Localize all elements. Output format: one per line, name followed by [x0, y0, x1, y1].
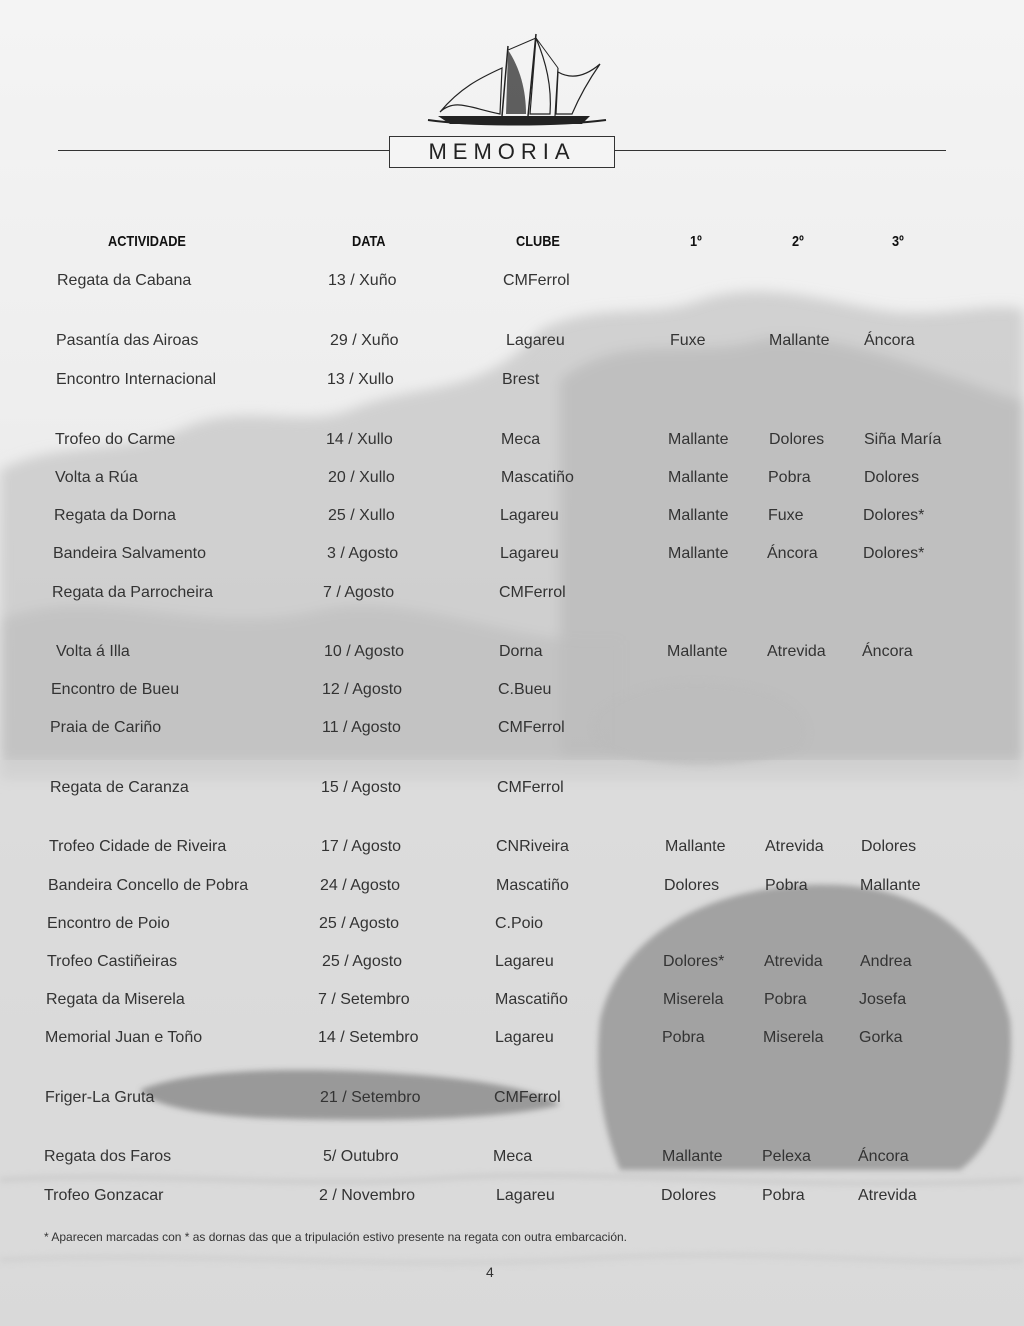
- cell-clube: Lagareu: [500, 545, 559, 562]
- cell-second-place: Miserela: [763, 1029, 824, 1046]
- cell-clube: Lagareu: [495, 1029, 554, 1046]
- column-header-second: 2º: [792, 233, 804, 250]
- cell-clube: Meca: [501, 431, 541, 448]
- cell-first-place: Mallante: [668, 469, 729, 486]
- title-rule-left: [58, 150, 390, 151]
- cell-actividade: Trofeo Castiñeiras: [47, 953, 178, 970]
- sailboat-logo: [410, 28, 610, 132]
- cell-third-place: Atrevida: [858, 1187, 917, 1204]
- cell-second-place: Pobra: [768, 469, 811, 486]
- cell-clube: CMFerrol: [497, 779, 564, 796]
- cell-data: 25 / Agosto: [319, 915, 400, 932]
- column-header-data: DATA: [352, 233, 386, 250]
- cell-actividade: Encontro de Bueu: [51, 681, 180, 698]
- cell-actividade: Encontro de Poio: [47, 915, 170, 932]
- cell-second-place: Pobra: [762, 1187, 805, 1204]
- cell-actividade: Trofeo Gonzacar: [44, 1187, 164, 1204]
- cell-third-place: Gorka: [859, 1029, 903, 1046]
- cell-first-place: Dolores*: [663, 953, 725, 970]
- footnote: * Aparecen marcadas con * as dornas das que a tripulación estivo presente na regata con outra embarcación.: [44, 1230, 628, 1244]
- cell-data: 25 / Xullo: [328, 507, 395, 524]
- cell-data: 7 / Setembro: [318, 991, 410, 1008]
- cell-first-place: Dolores: [661, 1187, 717, 1204]
- cell-clube: Mascatiño: [501, 469, 574, 486]
- cell-clube: Brest: [502, 371, 540, 388]
- cell-actividade: Friger-La Gruta: [45, 1089, 155, 1106]
- cell-first-place: Mallante: [667, 643, 728, 660]
- cell-data: 13 / Xullo: [327, 371, 394, 388]
- column-header-actividade: ACTIVIDADE: [108, 233, 186, 250]
- cell-third-place: Dolores: [864, 469, 920, 486]
- cell-actividade: Bandeira Salvamento: [53, 545, 206, 562]
- cell-clube: Lagareu: [495, 953, 554, 970]
- cell-clube: CMFerrol: [499, 584, 566, 601]
- cell-data: 5/ Outubro: [323, 1148, 399, 1165]
- cell-third-place: Áncora: [862, 643, 913, 660]
- cell-data: 13 / Xuño: [328, 272, 397, 289]
- cell-third-place: Dolores*: [863, 545, 925, 562]
- cell-actividade: Pasantía das Airoas: [56, 332, 199, 349]
- cell-clube: C.Poio: [495, 915, 544, 932]
- cell-clube: C.Bueu: [498, 681, 552, 698]
- cell-third-place: Áncora: [864, 332, 915, 349]
- cell-actividade: Volta a Rúa: [55, 469, 138, 486]
- cell-actividade: Volta á Illa: [56, 643, 130, 660]
- cell-second-place: Pelexa: [762, 1148, 811, 1165]
- cell-data: 7 / Agosto: [323, 584, 395, 601]
- page-title: MEMORIA: [389, 136, 615, 168]
- cell-data: 14 / Xullo: [326, 431, 393, 448]
- cell-actividade: Regata da Miserela: [46, 991, 185, 1008]
- cell-data: 11 / Agosto: [322, 719, 401, 736]
- cell-first-place: Miserela: [663, 991, 724, 1008]
- cell-third-place: Áncora: [858, 1148, 909, 1165]
- title-rule-right: [612, 150, 946, 151]
- cell-actividade: Regata da Parrocheira: [52, 584, 213, 601]
- cell-first-place: Mallante: [668, 431, 729, 448]
- cell-second-place: Pobra: [765, 877, 808, 894]
- cell-second-place: Pobra: [764, 991, 807, 1008]
- cell-third-place: Dolores: [861, 838, 917, 855]
- cell-second-place: Atrevida: [767, 643, 826, 660]
- page-number: 4: [486, 1264, 494, 1280]
- cell-data: 3 / Agosto: [327, 545, 399, 562]
- cell-first-place: Mallante: [668, 507, 729, 524]
- cell-data: 29 / Xuño: [330, 332, 399, 349]
- cell-data: 25 / Agosto: [322, 953, 403, 970]
- cell-third-place: Mallante: [860, 877, 921, 894]
- cell-second-place: Áncora: [767, 545, 818, 562]
- cell-actividade: Bandeira Concello de Pobra: [48, 877, 249, 894]
- trees-silhouette: [0, 291, 1024, 780]
- column-header-first: 1º: [690, 233, 702, 250]
- cell-data: 24 / Agosto: [320, 877, 401, 894]
- cell-actividade: Regata da Cabana: [57, 272, 192, 289]
- cell-actividade: Trofeo do Carme: [55, 431, 176, 448]
- cell-data: 17 / Agosto: [321, 838, 402, 855]
- cell-second-place: Mallante: [769, 332, 830, 349]
- cell-actividade: Regata dos Faros: [44, 1148, 172, 1165]
- column-header-third: 3º: [892, 233, 904, 250]
- cell-third-place: Andrea: [860, 953, 912, 970]
- cell-data: 21 / Setembro: [320, 1089, 421, 1106]
- cell-clube: Meca: [493, 1148, 533, 1165]
- cell-clube: Mascatiño: [496, 877, 569, 894]
- cell-clube: CMFerrol: [503, 272, 570, 289]
- column-header-clube: CLUBE: [516, 233, 560, 250]
- cell-clube: Lagareu: [500, 507, 559, 524]
- cell-second-place: Dolores: [769, 431, 825, 448]
- cell-data: 20 / Xullo: [328, 469, 395, 486]
- cell-first-place: Mallante: [668, 545, 729, 562]
- cell-clube: Dorna: [499, 643, 543, 660]
- cell-first-place: Mallante: [662, 1148, 723, 1165]
- cell-second-place: Atrevida: [765, 838, 824, 855]
- cell-actividade: Memorial Juan e Toño: [45, 1029, 203, 1046]
- cell-actividade: Encontro Internacional: [56, 371, 217, 388]
- cell-data: 14 / Setembro: [318, 1029, 419, 1046]
- cell-third-place: Josefa: [859, 991, 907, 1008]
- cell-first-place: Pobra: [662, 1029, 705, 1046]
- cell-clube: CMFerrol: [498, 719, 565, 736]
- cell-third-place: Siña María: [864, 431, 942, 448]
- cell-first-place: Mallante: [665, 838, 726, 855]
- cell-actividade: Trofeo Cidade de Riveira: [49, 838, 227, 855]
- cell-clube: Lagareu: [496, 1187, 555, 1204]
- cell-clube: CMFerrol: [494, 1089, 561, 1106]
- cell-actividade: Praia de Cariño: [50, 719, 162, 736]
- cell-data: 2 / Novembro: [319, 1187, 416, 1204]
- cell-second-place: Atrevida: [764, 953, 823, 970]
- cell-actividade: Regata da Dorna: [54, 507, 176, 524]
- cell-first-place: Dolores: [664, 877, 720, 894]
- cell-first-place: Fuxe: [670, 332, 706, 349]
- cell-clube: Lagareu: [506, 332, 565, 349]
- cell-clube: Mascatiño: [495, 991, 568, 1008]
- cell-third-place: Dolores*: [863, 507, 925, 524]
- cell-data: 15 / Agosto: [321, 779, 402, 796]
- cell-actividade: Regata de Caranza: [50, 779, 189, 796]
- cell-second-place: Fuxe: [768, 507, 804, 524]
- cell-clube: CNRiveira: [496, 838, 569, 855]
- cell-data: 10 / Agosto: [324, 643, 405, 660]
- cell-data: 12 / Agosto: [322, 681, 403, 698]
